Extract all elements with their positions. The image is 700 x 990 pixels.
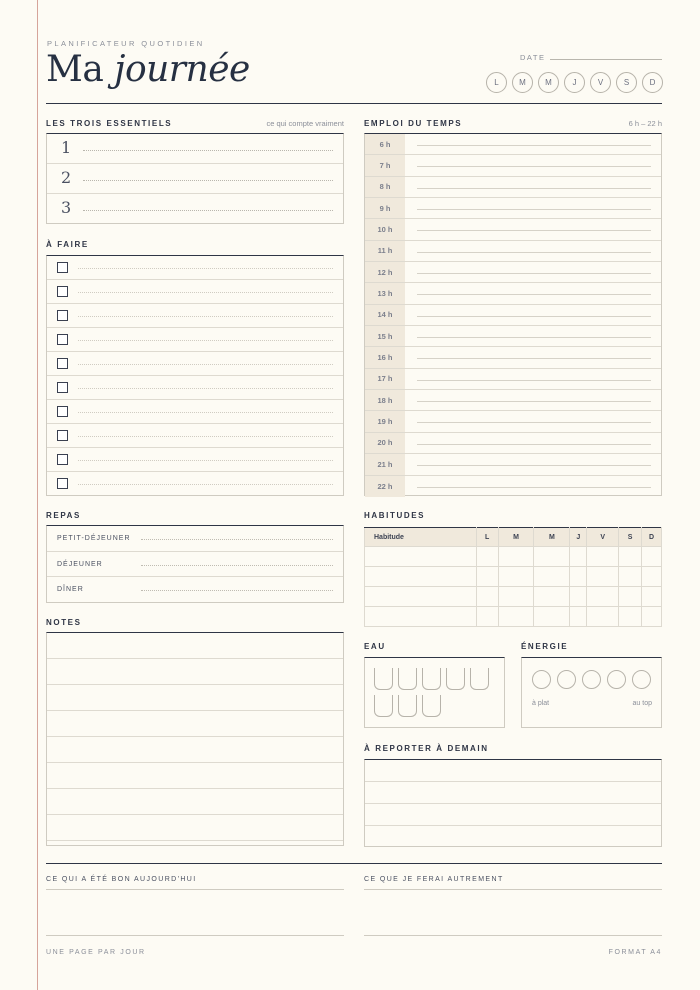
report-line[interactable]	[365, 760, 661, 782]
report-line[interactable]	[365, 782, 661, 804]
meal-row[interactable]	[47, 552, 343, 578]
todo-checkbox[interactable]	[57, 406, 68, 417]
schedule-row[interactable]	[365, 262, 661, 283]
habit-check-cell[interactable]	[570, 547, 587, 567]
habit-check-cell[interactable]	[476, 587, 498, 607]
schedule-row[interactable]	[365, 347, 661, 368]
report-line[interactable]	[365, 826, 661, 848]
hour-label: 13 h	[365, 283, 405, 303]
todo-write-line[interactable]	[78, 412, 333, 413]
schedule-row[interactable]	[365, 134, 661, 155]
schedule-range: 6 h – 22 h	[628, 119, 662, 128]
habit-day-header: M	[498, 528, 534, 547]
todo-checkbox[interactable]	[57, 286, 68, 297]
schedule-row[interactable]	[365, 305, 661, 326]
water-glass-icon[interactable]	[398, 668, 417, 690]
todo-write-line[interactable]	[78, 460, 333, 461]
todo-checkbox[interactable]	[57, 430, 68, 441]
habit-check-cell[interactable]	[476, 567, 498, 587]
hour-label: 16 h	[365, 347, 405, 367]
todo-write-line[interactable]	[78, 388, 333, 389]
meal-write-line	[141, 590, 333, 591]
habit-check-cell[interactable]	[642, 607, 662, 627]
essential-number: 1	[61, 138, 72, 157]
hour-label: 15 h	[365, 326, 405, 346]
footer-rule	[46, 863, 662, 864]
water-title: EAU	[364, 642, 386, 651]
schedule-row[interactable]	[365, 219, 661, 240]
schedule-row[interactable]	[365, 283, 661, 304]
todo-write-line[interactable]	[78, 292, 333, 293]
todo-write-line[interactable]	[78, 340, 333, 341]
habit-check-cell[interactable]	[498, 587, 534, 607]
good-title: CE QUI A ÉTÉ BON AUJOURD'HUI	[46, 876, 197, 883]
schedule-box	[364, 133, 662, 496]
water-glass-icon[interactable]	[446, 668, 465, 690]
essential-write-line	[83, 180, 333, 181]
todo-checkbox[interactable]	[57, 334, 68, 345]
todo-checkbox[interactable]	[57, 454, 68, 465]
water-glass-icon[interactable]	[422, 695, 441, 717]
habit-check-cell[interactable]	[642, 587, 662, 607]
essential-write-line	[83, 150, 333, 151]
report-line[interactable]	[365, 804, 661, 826]
habit-check-cell[interactable]	[619, 547, 642, 567]
good-write-line[interactable]	[46, 935, 344, 936]
schedule-write-line	[417, 230, 651, 231]
weekday-circle[interactable]: D	[642, 72, 663, 93]
essential-row[interactable]	[47, 134, 343, 164]
title-italic: journée	[114, 49, 250, 90]
todo-item	[47, 376, 343, 400]
energy-level-circle[interactable]	[557, 670, 576, 689]
schedule-row[interactable]	[365, 433, 661, 454]
habit-check-cell[interactable]	[570, 567, 587, 587]
habit-name-cell[interactable]	[365, 567, 477, 587]
footer-left-note: UNE PAGE PAR JOUR	[46, 949, 146, 956]
todo-item	[47, 472, 343, 496]
weekday-circle[interactable]: S	[616, 72, 637, 93]
habit-day-header: D	[642, 528, 662, 547]
habit-check-cell[interactable]	[642, 547, 662, 567]
essential-number: 2	[61, 168, 72, 187]
habits-title: HABITUDES	[364, 511, 426, 520]
habit-check-cell[interactable]	[587, 567, 619, 587]
todo-checkbox[interactable]	[57, 478, 68, 489]
habits-header-row	[365, 528, 662, 547]
note-line[interactable]	[47, 815, 343, 841]
hour-label: 8 h	[365, 177, 405, 197]
essential-number: 3	[61, 198, 72, 217]
energy-title: ÉNERGIE	[521, 642, 569, 651]
page-title	[46, 50, 250, 90]
schedule-row[interactable]	[365, 177, 661, 198]
schedule-write-line	[417, 444, 651, 445]
habit-check-cell[interactable]	[570, 607, 587, 627]
schedule-write-line	[417, 337, 651, 338]
habit-check-cell[interactable]	[619, 567, 642, 587]
schedule-row[interactable]	[365, 369, 661, 390]
schedule-write-line	[417, 465, 651, 466]
meal-label: PETIT-DÉJEUNER	[57, 535, 131, 542]
habit-day-header: S	[619, 528, 642, 547]
todo-item	[47, 328, 343, 352]
essentials-note: ce qui compte vraiment	[266, 119, 344, 128]
hour-label: 20 h	[365, 433, 405, 453]
habit-check-cell[interactable]	[570, 587, 587, 607]
energy-box	[521, 657, 662, 728]
good-rule	[46, 889, 344, 890]
habit-day-header: J	[570, 528, 587, 547]
schedule-write-line	[417, 316, 651, 317]
habit-name-cell[interactable]	[365, 607, 477, 627]
report-title: À REPORTER À DEMAIN	[364, 744, 489, 753]
weekday-circle[interactable]: M	[538, 72, 559, 93]
todo-item	[47, 304, 343, 328]
note-line[interactable]	[47, 711, 343, 737]
todo-item	[47, 424, 343, 448]
note-line[interactable]	[47, 685, 343, 711]
todo-checkbox[interactable]	[57, 262, 68, 273]
schedule-write-line	[417, 422, 651, 423]
habit-row	[365, 567, 662, 587]
date-label: DATE	[520, 53, 546, 62]
schedule-row[interactable]	[365, 155, 661, 176]
meal-write-line	[141, 565, 333, 566]
todo-checkbox[interactable]	[57, 382, 68, 393]
footer-right-note: FORMAT A4	[608, 949, 662, 956]
header-rule	[46, 103, 662, 104]
weekday-circle[interactable]: L	[486, 72, 507, 93]
schedule-row[interactable]	[365, 390, 661, 411]
todo-write-line[interactable]	[78, 484, 333, 485]
water-glass-icon[interactable]	[374, 695, 393, 717]
schedule-write-line	[417, 166, 651, 167]
note-line[interactable]	[47, 789, 343, 815]
hour-label: 9 h	[365, 198, 405, 218]
meal-row[interactable]	[47, 577, 343, 603]
todo-checkbox[interactable]	[57, 358, 68, 369]
energy-level-circle[interactable]	[582, 670, 601, 689]
energy-scale	[532, 670, 651, 689]
schedule-write-line	[417, 252, 651, 253]
notes-box	[46, 632, 344, 846]
todo-write-line[interactable]	[78, 268, 333, 269]
todo-write-line[interactable]	[78, 316, 333, 317]
meals-box	[46, 525, 344, 603]
meal-label: DÎNER	[57, 586, 84, 593]
hour-label: 12 h	[365, 262, 405, 282]
energy-low-label: à plat	[532, 700, 550, 707]
energy-level-circle[interactable]	[532, 670, 551, 689]
todo-item	[47, 400, 343, 424]
schedule-write-line	[417, 209, 651, 210]
different-write-line[interactable]	[364, 935, 662, 936]
todo-box	[46, 255, 344, 496]
schedule-row[interactable]	[365, 241, 661, 262]
schedule-write-line	[417, 358, 651, 359]
hour-label: 7 h	[365, 155, 405, 175]
habit-row	[365, 607, 662, 627]
habit-check-cell[interactable]	[498, 607, 534, 627]
habit-name-cell[interactable]	[365, 587, 477, 607]
meals-title: REPAS	[46, 511, 81, 520]
schedule-write-line	[417, 145, 651, 146]
hour-label: 17 h	[365, 369, 405, 389]
margin-line	[37, 0, 38, 990]
water-glass-icon[interactable]	[422, 668, 441, 690]
hour-label: 14 h	[365, 305, 405, 325]
schedule-write-line	[417, 294, 651, 295]
habit-check-cell[interactable]	[587, 607, 619, 627]
meal-row[interactable]	[47, 526, 343, 552]
weekday-selector	[486, 72, 663, 93]
habit-check-cell[interactable]	[534, 567, 570, 587]
habits-table	[364, 527, 662, 627]
essentials-title: LES TROIS ESSENTIELS	[46, 119, 173, 128]
schedule-row[interactable]	[365, 476, 661, 497]
habit-check-cell[interactable]	[476, 547, 498, 567]
hour-label: 22 h	[365, 476, 405, 497]
hour-label: 11 h	[365, 241, 405, 261]
essential-row[interactable]	[47, 194, 343, 224]
water-glass-icon[interactable]	[374, 668, 393, 690]
habit-check-cell[interactable]	[498, 567, 534, 587]
essential-row[interactable]	[47, 164, 343, 194]
todo-write-line[interactable]	[78, 436, 333, 437]
schedule-row[interactable]	[365, 326, 661, 347]
schedule-row[interactable]	[365, 454, 661, 475]
hour-label: 21 h	[365, 454, 405, 474]
energy-level-circle[interactable]	[632, 670, 651, 689]
note-line[interactable]	[47, 763, 343, 789]
essential-write-line	[83, 210, 333, 211]
notes-title: NOTES	[46, 618, 82, 627]
report-box	[364, 759, 662, 847]
todo-item	[47, 280, 343, 304]
habit-check-cell[interactable]	[587, 587, 619, 607]
note-line[interactable]	[47, 659, 343, 685]
schedule-write-line	[417, 188, 651, 189]
habit-check-cell[interactable]	[642, 567, 662, 587]
water-glass-icon[interactable]	[470, 668, 489, 690]
todo-write-line[interactable]	[78, 364, 333, 365]
todo-item	[47, 448, 343, 472]
habit-row	[365, 587, 662, 607]
habit-check-cell[interactable]	[534, 547, 570, 567]
habit-check-cell[interactable]	[587, 547, 619, 567]
habit-header-label: Habitude	[365, 528, 477, 547]
todo-item	[47, 256, 343, 280]
schedule-title: EMPLOI DU TEMPS	[364, 119, 463, 128]
different-title: CE QUE JE FERAI AUTREMENT	[364, 876, 504, 883]
schedule-row[interactable]	[365, 411, 661, 432]
hour-label: 6 h	[365, 134, 405, 154]
weekday-circle[interactable]: V	[590, 72, 611, 93]
habit-day-header: V	[587, 528, 619, 547]
note-line[interactable]	[47, 737, 343, 763]
habit-check-cell[interactable]	[476, 607, 498, 627]
schedule-row[interactable]	[365, 198, 661, 219]
habit-day-header: M	[534, 528, 570, 547]
page-kicker: PLANIFICATEUR QUOTIDIEN	[47, 39, 205, 48]
todo-title: À FAIRE	[46, 240, 89, 249]
habit-name-cell[interactable]	[365, 547, 477, 567]
schedule-write-line	[417, 273, 651, 274]
hour-label: 18 h	[365, 390, 405, 410]
water-glass-icon[interactable]	[398, 695, 417, 717]
habit-check-cell[interactable]	[619, 607, 642, 627]
water-cups	[374, 668, 499, 717]
date-field[interactable]	[550, 59, 662, 60]
meal-label: DÉJEUNER	[57, 560, 103, 568]
different-rule	[364, 889, 662, 890]
habit-check-cell[interactable]	[534, 607, 570, 627]
essentials-box	[46, 133, 344, 224]
schedule-write-line	[417, 380, 651, 381]
title-roman: Ma	[46, 49, 104, 90]
schedule-write-line	[417, 487, 651, 488]
habit-check-cell[interactable]	[498, 547, 534, 567]
todo-item	[47, 352, 343, 376]
habit-check-cell[interactable]	[619, 587, 642, 607]
schedule-write-line	[417, 401, 651, 402]
habit-check-cell[interactable]	[534, 587, 570, 607]
weekday-circle[interactable]: J	[564, 72, 585, 93]
habit-day-header: L	[476, 528, 498, 547]
habit-row	[365, 547, 662, 567]
weekday-circle[interactable]: M	[512, 72, 533, 93]
meal-write-line	[141, 539, 333, 540]
hour-label: 10 h	[365, 219, 405, 239]
energy-high-label: au top	[632, 700, 652, 707]
todo-checkbox[interactable]	[57, 310, 68, 321]
energy-level-circle[interactable]	[607, 670, 626, 689]
hour-label: 19 h	[365, 411, 405, 431]
note-line[interactable]	[47, 633, 343, 659]
